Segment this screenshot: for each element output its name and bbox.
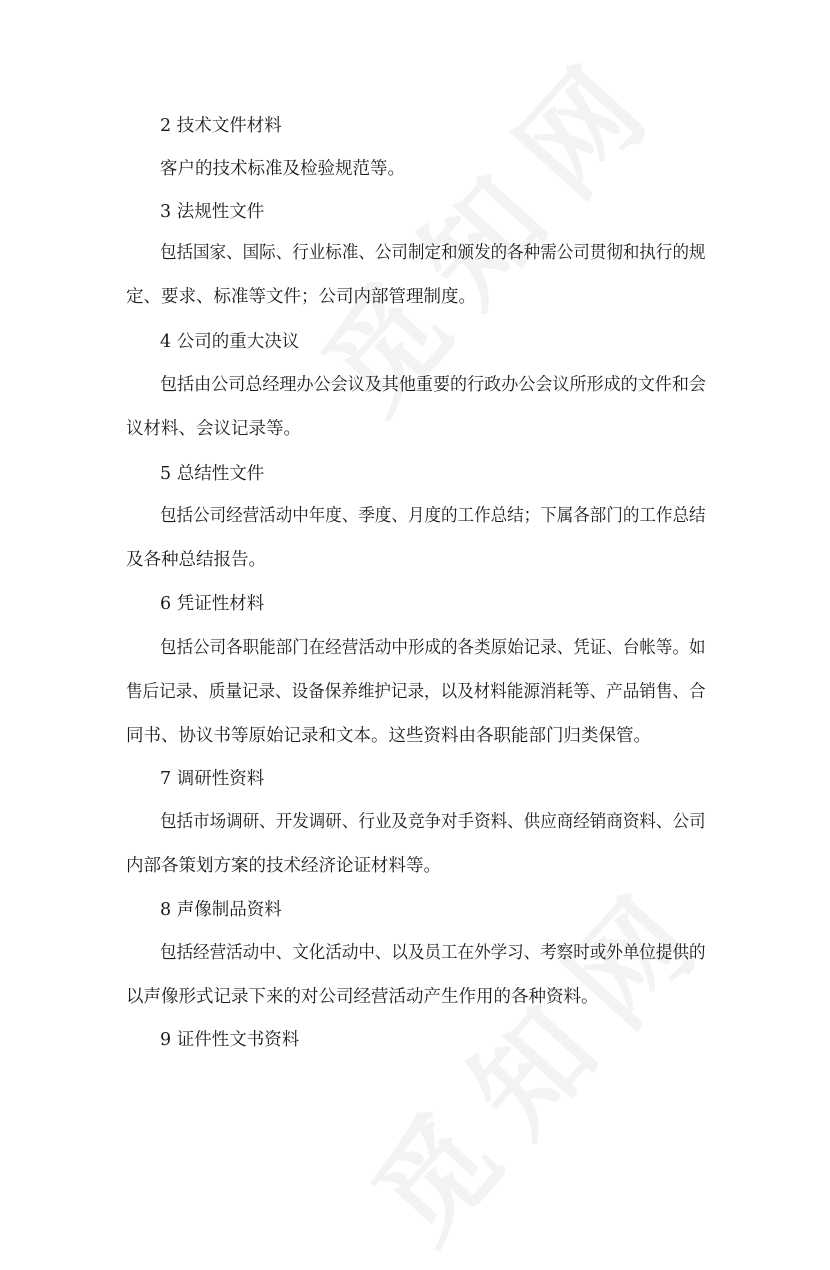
paragraph-line: 包括公司经营活动中年度、季度、月度的工作总结；下属各部门的工作总结	[160, 506, 706, 526]
paragraph-line: 包括国家、国际、行业标准、公司制定和颁发的各种需公司贯彻和执行的规	[160, 243, 706, 263]
paragraph-line: 售后记录、质量记录、设备保养维护记录，以及材料能源消耗等、产品销售、合	[126, 682, 706, 702]
section-heading: 9 证件性文书资料	[160, 1030, 300, 1050]
paragraph-line: 内部各策划方案的技术经济论证材料等。	[126, 856, 441, 876]
section-heading: 8 声像制品资料	[160, 900, 282, 920]
paragraph-line: 以声像形式记录下来的对公司经营活动产生作用的各种资料。	[126, 987, 599, 1007]
watermark	[330, 837, 744, 1270]
paragraph-line: 包括公司各职能部门在经营活动中形成的各类原始记录、凭证、台帐等。如	[160, 638, 706, 658]
paragraph-line: 包括市场调研、开发调研、行业及竞争对手资料、供应商经销商资料、公司	[160, 812, 706, 832]
paragraph-line: 同书、协议书等原始记录和文本。这些资料由各职能部门归类保管。	[126, 726, 651, 746]
paragraph-line: 客户的技术标准及检验规范等。	[160, 159, 405, 179]
paragraph-line: 及各种总结报告。	[126, 550, 266, 570]
paragraph-line: 包括由公司总经理办公会议及其他重要的行政办公会议所形成的文件和会	[160, 375, 706, 395]
paragraph-line: 定、要求、标准等文件；公司内部管理制度。	[126, 287, 476, 307]
section-heading: 7 调研性资料	[160, 769, 265, 789]
paragraph-line: 包括经营活动中、文化活动中、以及员工在外学习、考察时或外单位提供的	[160, 943, 706, 963]
section-heading: 4 公司的重大决议	[160, 332, 300, 352]
section-heading: 5 总结性文件	[160, 464, 265, 484]
section-heading: 2 技术文件材料	[160, 116, 282, 136]
paragraph-line: 议材料、会议记录等。	[126, 419, 301, 439]
section-heading: 3 法规性文件	[160, 202, 265, 222]
section-heading: 6 凭证性材料	[160, 594, 265, 614]
